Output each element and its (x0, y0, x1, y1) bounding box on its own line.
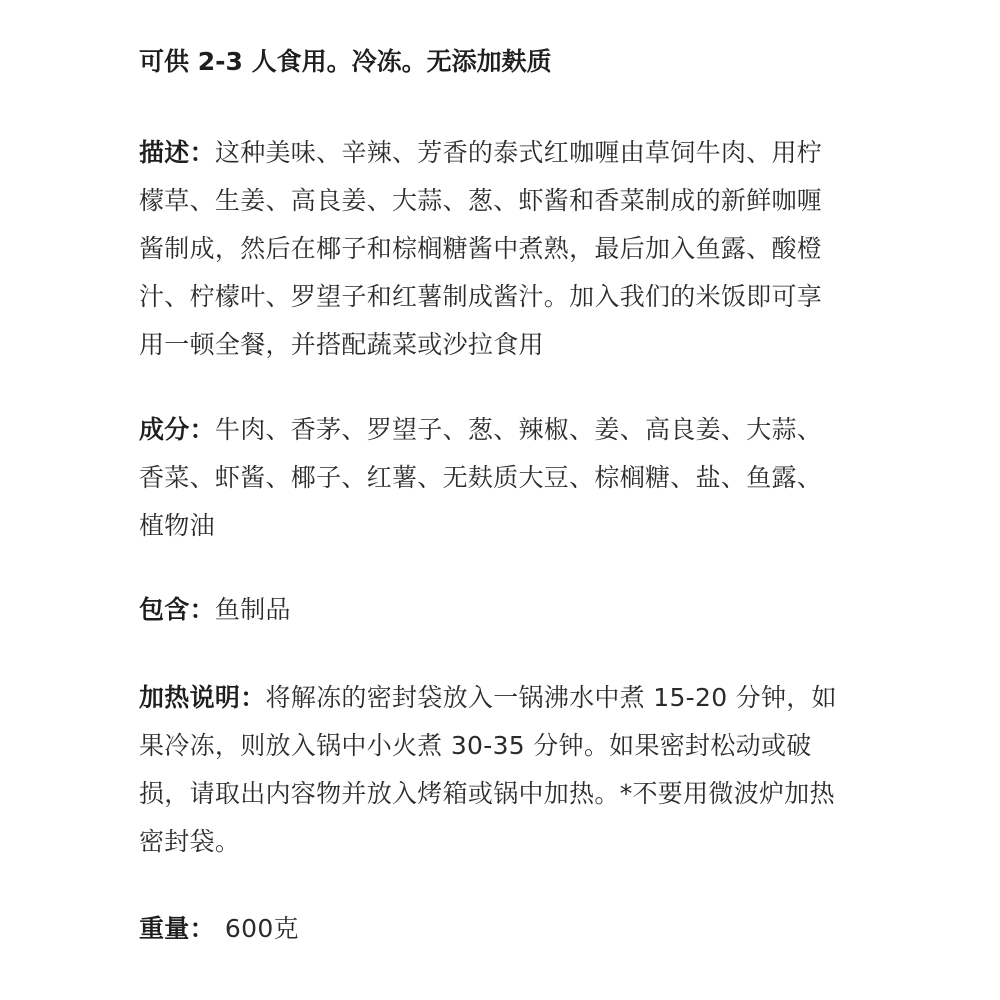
heating-section (139, 674, 841, 866)
ingredients-label: 成分： (139, 415, 215, 444)
heating-label: 加热说明： (139, 683, 266, 712)
weight-value: 600克 (224, 914, 299, 943)
product-info-page (139, 0, 859, 1000)
allergen-section (139, 586, 841, 634)
serving-summary: 可供 2-3 人食用。冷冻。无添加麸质 (139, 47, 552, 76)
ingredients-text: 牛肉、香茅、罗望子、葱、辣椒、姜、高良姜、大蒜、香菜、虾酱、椰子、红薯、无麸质大豆、棕榈糖、盐、鱼露、植物油 (139, 415, 823, 540)
allergen-text: 鱼制品 (214, 595, 291, 624)
heating-text: 将解冻的密封袋放入一锅沸水中煮 15-20 分钟，如果冷冻，则放入锅中小火煮 30-35 分钟。如果密封松动或破损，请取出内容物并放入烤箱或锅中加热。*不要用微波炉加热密封袋。 (139, 683, 837, 856)
description-label: 描述： (139, 138, 215, 167)
ingredients-section (139, 406, 841, 550)
allergen-label: 包含： (139, 595, 215, 624)
description-section (139, 129, 841, 369)
weight-label: 重量： (139, 914, 215, 943)
weight-section (139, 905, 841, 953)
description-text: 这种美味、辛辣、芳香的泰式红咖喱由草饲牛肉、用柠檬草、生姜、高良姜、大蒜、葱、虾酱和香菜制成的新鲜咖喱酱制成，然后在椰子和棕榈糖酱中煮熟，最后加入鱼露、酸橙汁、柠檬叶、罗望子和红薯制成酱汁。加入我们的米饭即可享用一顿全餐，并搭配蔬菜或沙拉食用 (139, 138, 823, 359)
